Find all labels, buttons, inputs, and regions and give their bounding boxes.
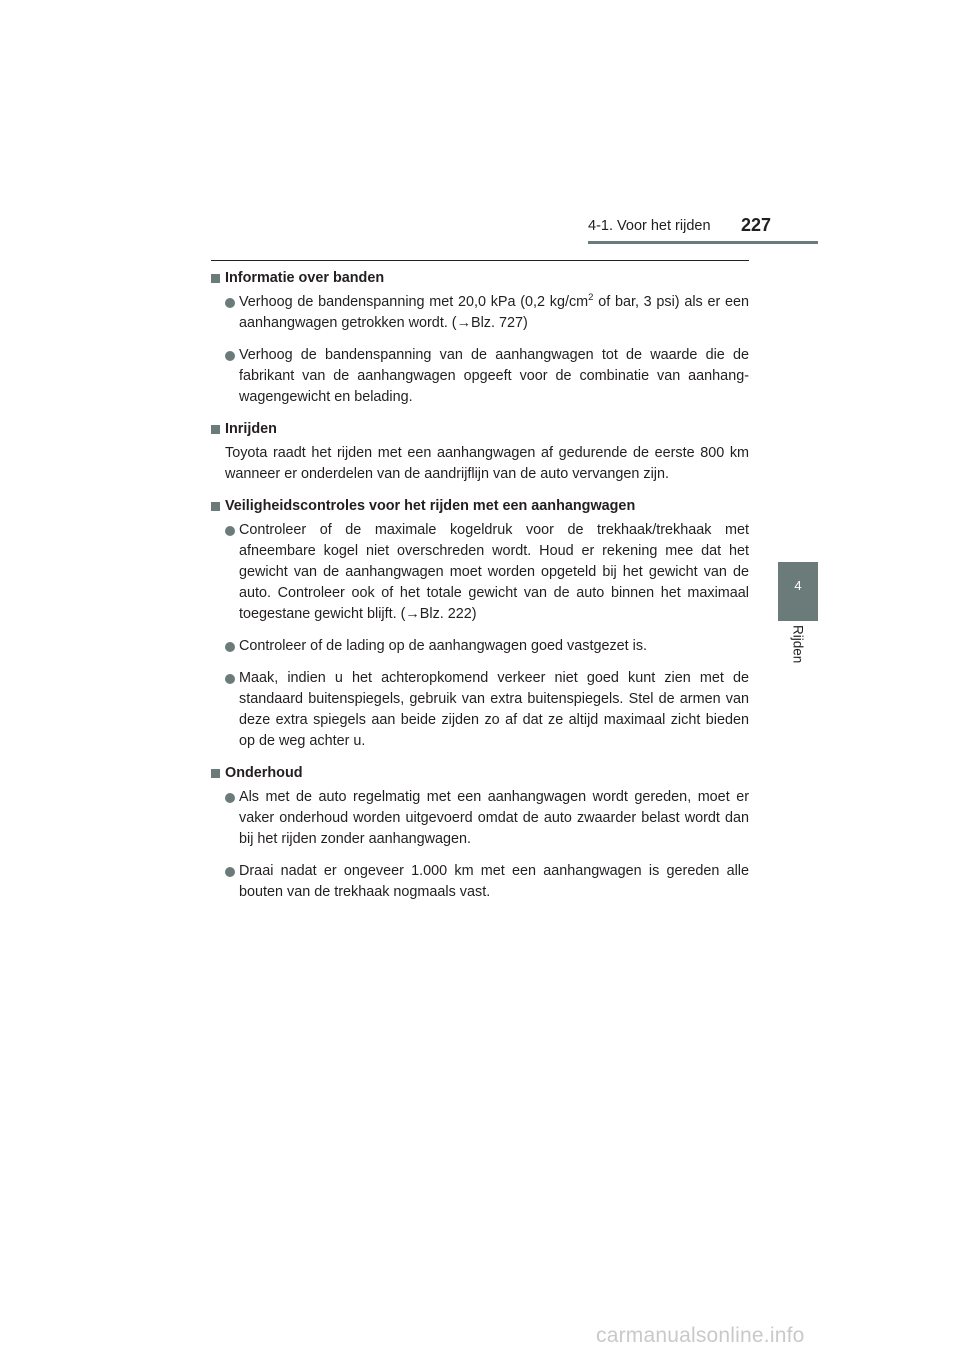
section-heading xyxy=(211,419,749,440)
list-item xyxy=(225,861,749,903)
list-item-text: Draai nadat er ongeveer 1.000 km met een aanhangwagen is gereden alle bouten van de trekhaak nogmaals vast. xyxy=(239,863,749,900)
superscript: 2 xyxy=(588,292,594,303)
list-item xyxy=(225,345,749,408)
list-item-text: Verhoog de bandenspanning van de aanhangwagen tot de waarde die de fabrikant van de aanhangwagen opgeeft voor de combinatie van aanhangwagengewicht en belading. xyxy=(239,347,749,405)
list-item xyxy=(225,520,749,625)
section-tyres xyxy=(211,268,749,408)
page-number: 227 xyxy=(741,215,772,235)
watermark-text[interactable]: carmanualsonline.info xyxy=(596,1324,805,1347)
section-heading xyxy=(211,268,749,289)
round-bullet-icon xyxy=(225,642,235,652)
list-item xyxy=(225,787,749,850)
list-item-text: Controleer of de lading op de aanhangwagen goed vastgezet is. xyxy=(239,638,648,654)
round-bullet-icon xyxy=(225,298,235,308)
list-item-text: Maak, indien u het achteropkomend verkeer niet goed kunt zien met de standaard buitenspiegels, gebruik van extra buitenspiegels. Stel de armen van deze extra spiegels aan beide zijden zo af dat ze altijd maximaal zicht bieden op de weg achter u. xyxy=(239,670,749,749)
content-top-rule xyxy=(211,260,749,261)
section-title: Inrijden xyxy=(225,421,277,437)
chapter-tab-number: 4 xyxy=(794,578,802,593)
round-bullet-icon xyxy=(225,526,235,536)
round-bullet-icon xyxy=(225,867,235,877)
list-item xyxy=(225,292,749,334)
chapter-tab-label: Rijden xyxy=(790,625,806,664)
list-item xyxy=(225,636,749,657)
square-bullet-icon xyxy=(211,425,220,434)
list-item xyxy=(225,668,749,752)
section-maintenance xyxy=(211,763,749,903)
square-bullet-icon xyxy=(211,502,220,511)
section-running-in xyxy=(211,419,749,485)
section-title: Veiligheidscontroles voor het rijden met een aanhangwagen xyxy=(225,498,636,514)
list-item-text: Als met de auto regelmatig met een aanhangwagen wordt gereden, moet er vaker onderhoud worden uitgevoerd omdat de auto zwaarder belast wordt dan bij het rijden zonder aanhangwagen. xyxy=(239,789,749,847)
section-title: Onderhoud xyxy=(225,765,303,781)
round-bullet-icon xyxy=(225,674,235,684)
square-bullet-icon xyxy=(211,274,220,283)
section-heading xyxy=(211,763,749,784)
section-safety-checks xyxy=(211,496,749,752)
header-rule xyxy=(588,241,818,244)
section-title: Informatie over banden xyxy=(225,270,385,286)
round-bullet-icon xyxy=(225,351,235,361)
running-header-section: 4-1. Voor het rijden xyxy=(588,218,711,234)
round-bullet-icon xyxy=(225,793,235,803)
square-bullet-icon xyxy=(211,769,220,778)
page-content xyxy=(211,268,749,914)
section-paragraph: Toyota raadt het rijden met een aanhangwagen af gedurende de eerste 800 km wanneer er onderdelen van de aandrijflijn van de auto vervangen zijn. xyxy=(225,445,749,482)
section-heading xyxy=(211,496,749,517)
list-item-text: Controleer of de maximale kogeldruk voor de trekhaak/trekhaak met afneembare kogel niet overschreden wordt. Houd er rekening mee dat het gewicht van de aanhangwagen moet worden opgeteld bij het gewicht van de auto. Controleer ook of het totale gewicht van de auto binnen het maximaal toegestane gewicht blijft. (→Blz. 222) xyxy=(239,522,749,622)
list-item-text: Verhoog de bandenspanning met 20,0 kPa (0,2 $kg/cm^2$ of bar, 3 psi) als er een aanhangwagen getrokken wordt. (→Blz. 727) xyxy=(239,292,750,331)
